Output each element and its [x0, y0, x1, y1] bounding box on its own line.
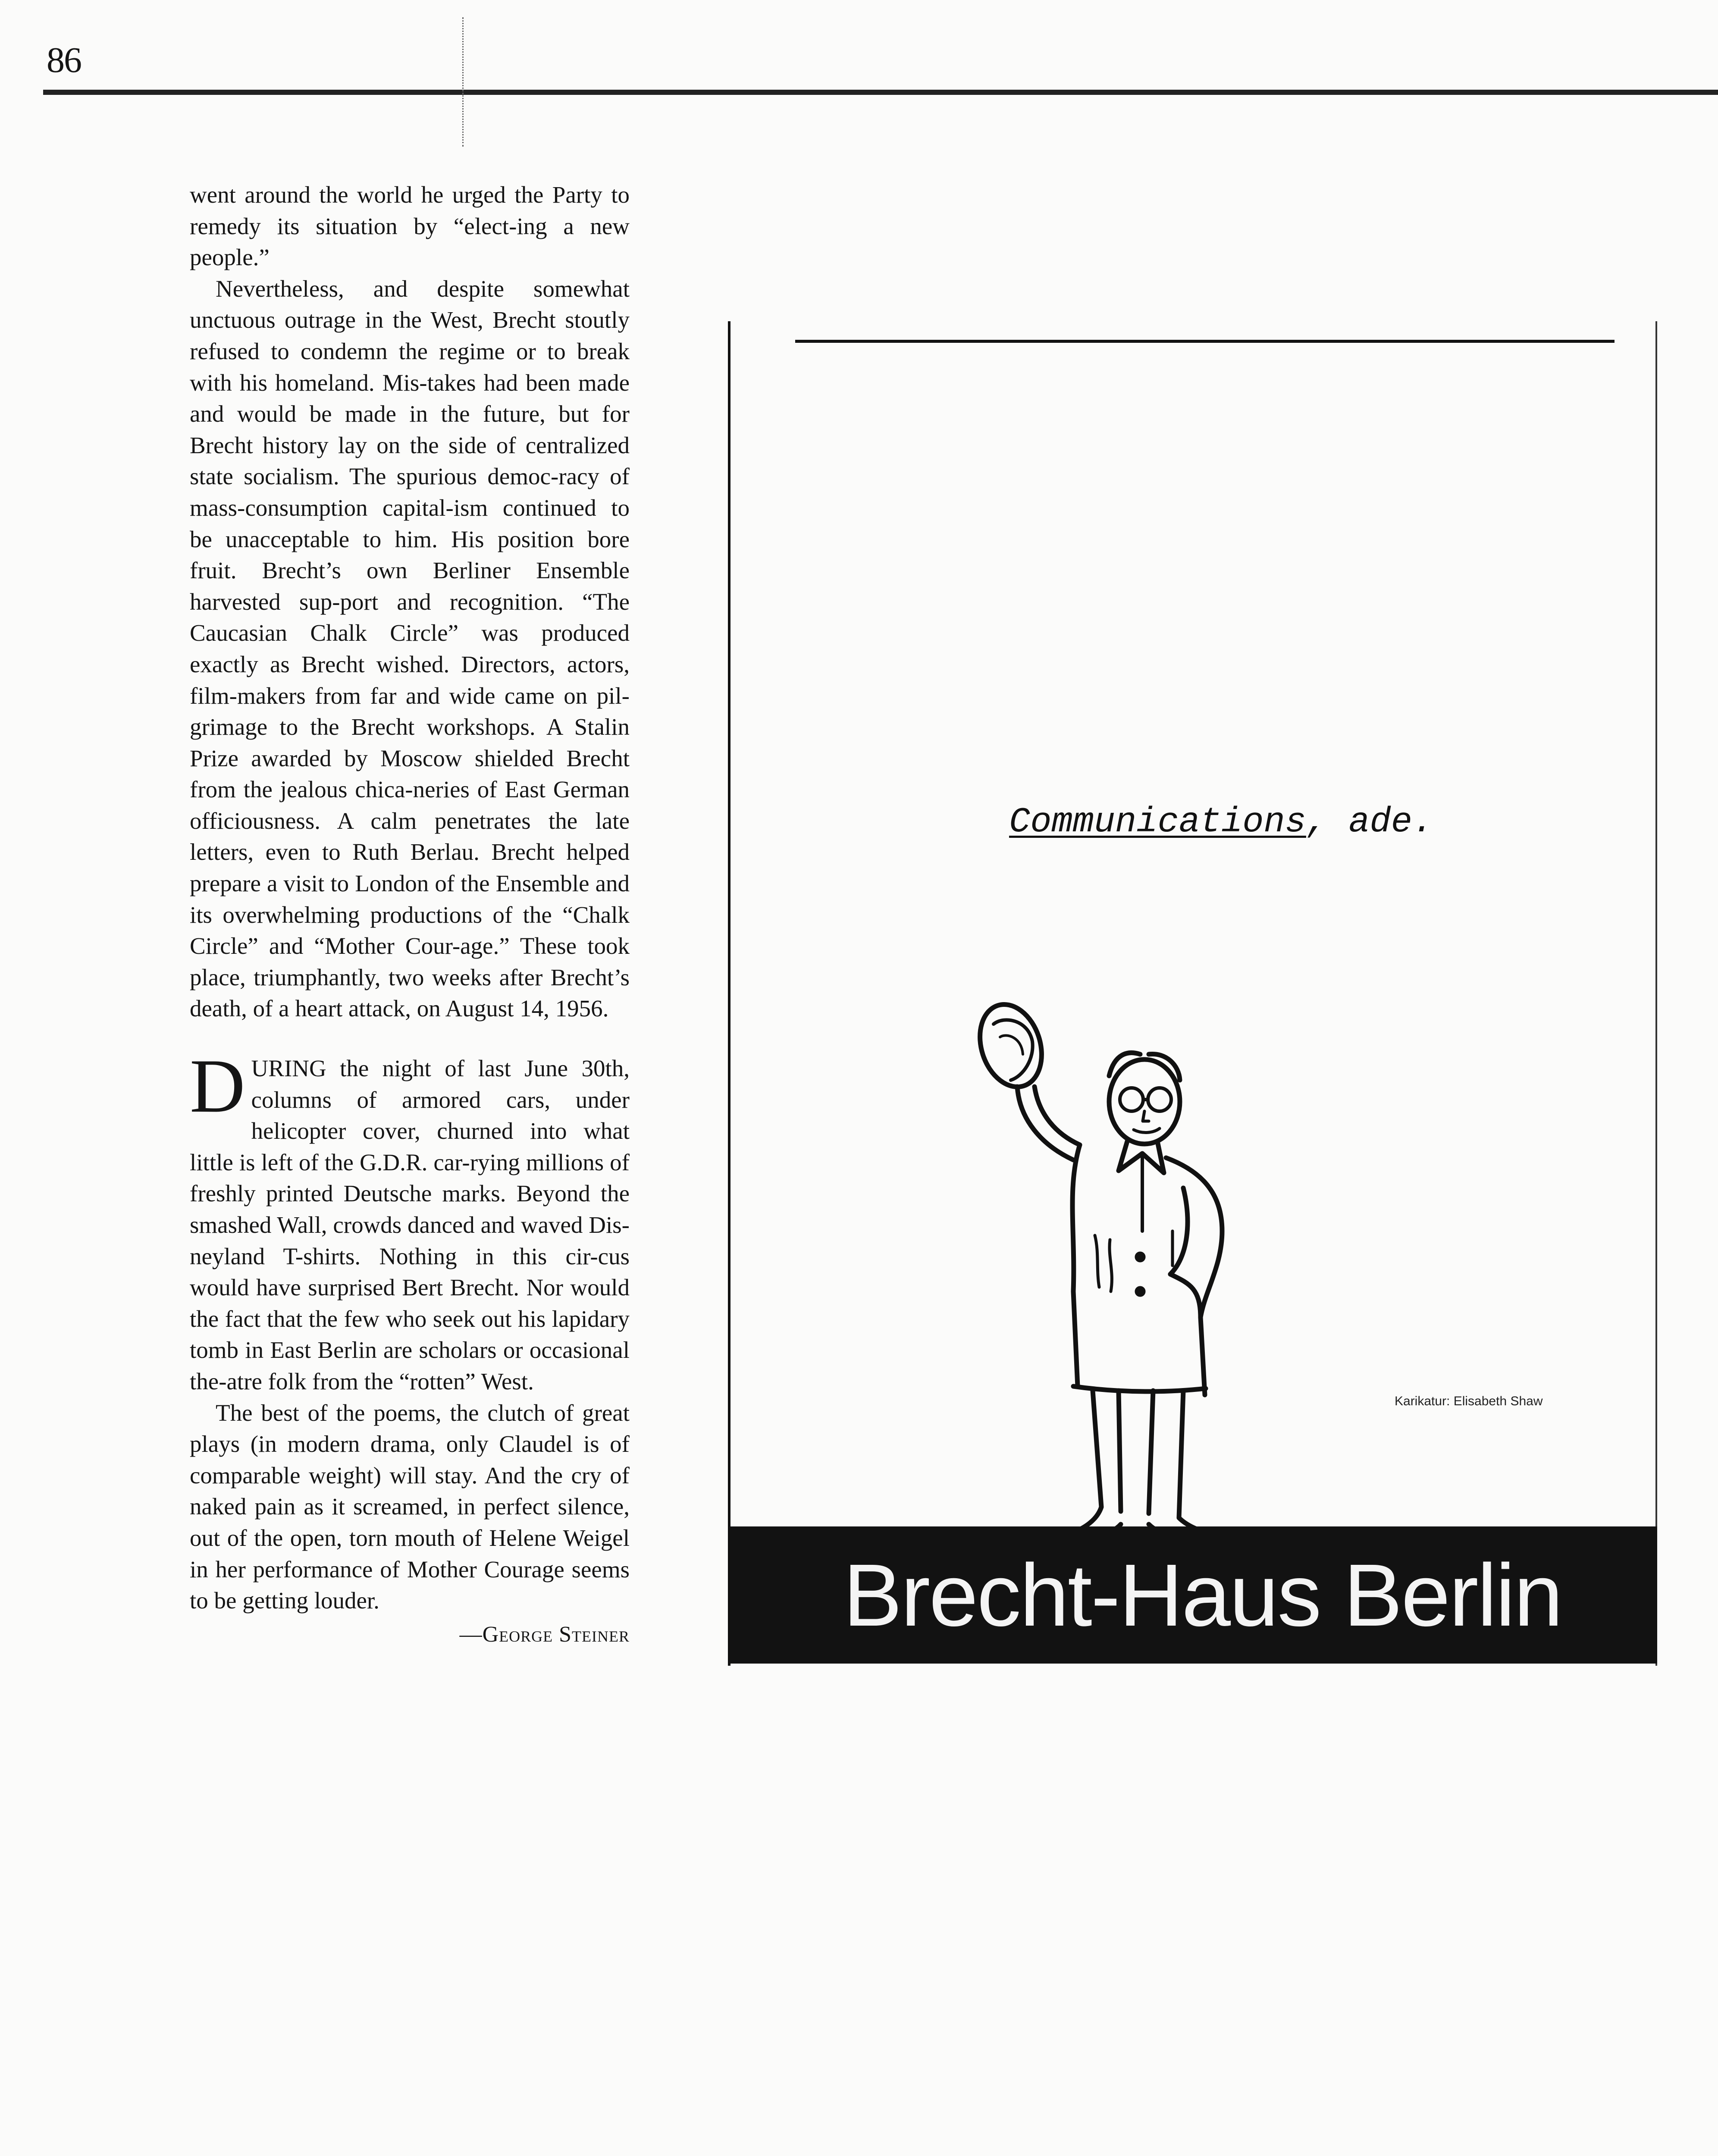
article-paragraph-2: Nevertheless, and despite somewhat unctuous outrage in the West, Brecht stoutly refused to condemn the regime or to break with his homeland. Mis-takes had been made and would be made in the future, but for Brecht history lay on the side of centralized state socialism. The spurious democ-racy of mass-consumption capital-ism continued to be unacceptable to him. His position bore fruit. Brecht’s own Berliner Ensemble harvested sup-port and recognition. “The Caucasian Chalk Circle” was produced exactly as Brecht wished. Directors, actors, film-makers from far and wide came on pil-grimage to the Brecht workshops. A Stalin Prize awarded by Moscow shielded Brecht from the jealous chica-neries of East German officiousness. A calm penetrates the late letters, even to Ruth Berlau. Brecht helped prepare a visit to London of the Ensemble and its overwhelming productions of the “Chalk Circle” and “Mother Cour-age.” These took place, triumphantly, two weeks after Brecht’s death, of a heart attack, on August 14, 1956. [190, 275, 630, 1022]
ad-slogan-main: Communications [1009, 802, 1306, 842]
drop-cap: D [190, 1043, 245, 1129]
article-paragraph-3: The best of the poems, the clutch of great plays (in modern drama, only Claudel is of comparable weight) will stay. And the cry of naked pain as it screamed, in perfect silence, out of the open, torn mouth of Helene Weigel in her performance of Mother Courage seems to be getting louder. [190, 1399, 630, 1614]
header-rule [43, 90, 1718, 95]
ad-banner-title: Brecht-Haus Berlin [843, 1545, 1562, 1645]
article-paragraph-1: went around the world he urged the Party to remedy its situation by “elect-ing a new people.” [190, 182, 630, 271]
article-column [190, 179, 630, 1650]
section-text: URING the night of last June 30th, columns of armored cars, under helicopter cover, churned into what little is left of the G.D.R. car-rying millions of freshly printed Deutsche marks. Beyond the smashed Wall, crowds danced and waved Dis-neyland T-shirts. Nothing in this cir-cus would have surprised Bert Brecht. Nor would the fact that the few who seek out his lapidary tomb in East Berlin are scholars or occasional the-atre folk from the “rotten” West. [190, 1055, 630, 1395]
byline-dash: — [459, 1622, 483, 1647]
cartoon-credit: Karikatur: Elisabeth Shaw [1395, 1394, 1543, 1408]
byline [190, 1619, 630, 1650]
gutter-marks [462, 17, 466, 147]
ad-banner [730, 1526, 1657, 1664]
page-number: 86 [47, 40, 81, 80]
advertisement [728, 321, 1657, 1666]
article-section-paragraph [190, 1043, 630, 1398]
ad-top-rule [795, 340, 1615, 343]
ad-slogan [1009, 802, 1433, 842]
ad-slogan-rest: , ade. [1306, 802, 1434, 842]
byline-name: George Steiner [482, 1622, 630, 1647]
